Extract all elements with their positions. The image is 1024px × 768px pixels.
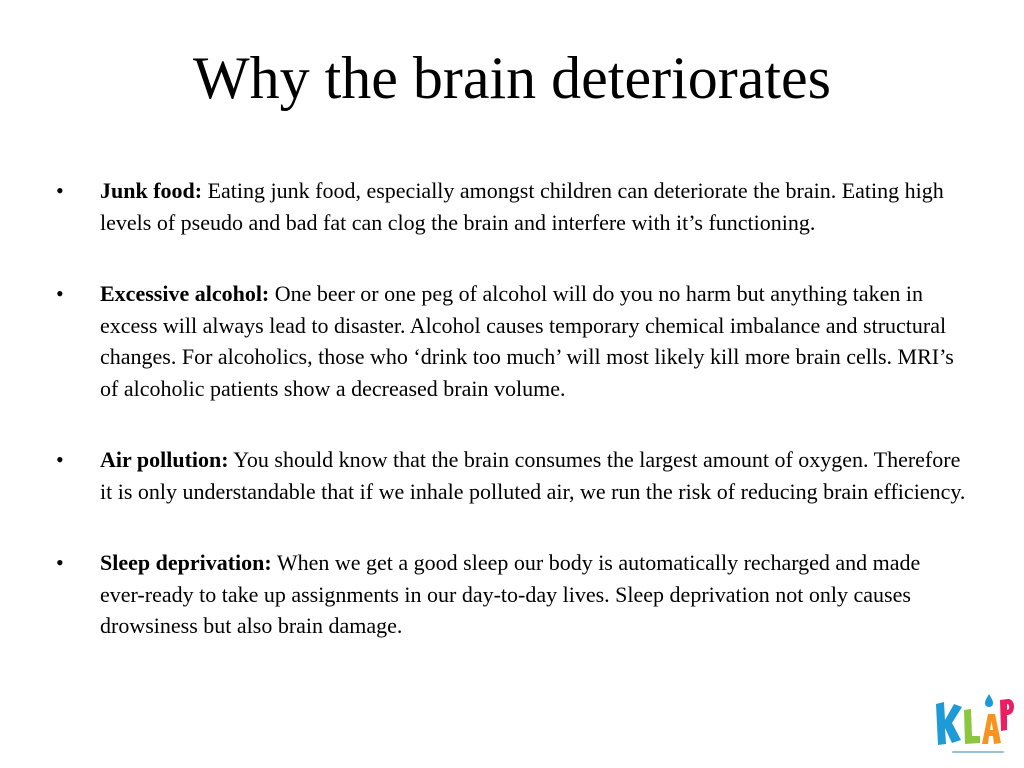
slide-title: Why the brain deteriorates <box>192 45 832 111</box>
bullet-term: Sleep deprivation: <box>100 550 272 575</box>
bullet-marker: • <box>56 281 64 306</box>
bullet-text: Eating junk food, especially amongst children can deteriorate the brain. Eating high levels of pseudo and bad fat can clog the brain and interfere with it’s functioning. <box>100 178 944 235</box>
logo-letter-k <box>936 702 962 745</box>
bullet-term: Air pollution: <box>100 447 229 472</box>
bullet-list <box>56 175 966 642</box>
bullet-term: Excessive alcohol: <box>100 281 270 306</box>
bullet-term: Junk food: <box>100 178 203 203</box>
bullet-marker: • <box>56 550 64 575</box>
bullet-text: You should know that the brain consumes the largest amount of oxygen. Therefore it is only understandable that if we inhale polluted air, we run the risk of reducing brain efficiency. <box>100 447 966 504</box>
bullet-text: One beer or one peg of alcohol will do you no harm but anything taken in excess will always lead to disaster. Alcohol causes temporary chemical imbalance and structural changes. For alcoholics, those who ‘drink too much’ will most likely kill more brain cells. MRI’s of alcoholic patients show a decreased brain volume. <box>100 281 954 401</box>
klap-logo-icon <box>930 690 1016 760</box>
logo-letter-l <box>964 709 980 744</box>
bullet-marker: • <box>56 447 64 472</box>
logo-tagline <box>952 751 1004 753</box>
bullet-item-excessive-alcohol <box>56 278 966 404</box>
logo-letter-a <box>982 714 1001 744</box>
bullet-item-sleep-deprivation <box>56 547 966 642</box>
bullet-item-junk-food <box>56 175 966 238</box>
bullet-item-air-pollution <box>56 444 966 507</box>
logo-drop <box>985 694 993 707</box>
bullet-text: When we get a good sleep our body is automatically recharged and made ever-ready to take up assignments in our day-to-day lives. Sleep deprivation not only causes drowsiness but also brain damage. <box>100 550 921 638</box>
logo-letter-p <box>1000 699 1014 731</box>
bullet-marker: • <box>56 178 64 203</box>
